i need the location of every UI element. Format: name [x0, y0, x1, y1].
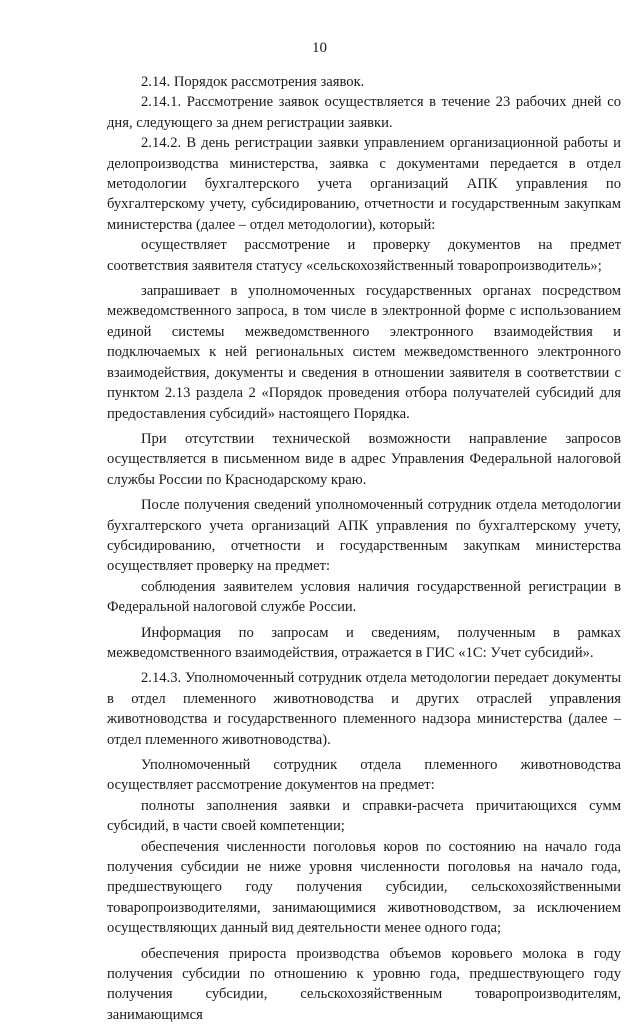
- paragraph-livestock-review: Уполномоченный сотрудник отдела племенного животноводства осуществляет рассмотрение документов на предмет:: [107, 757, 621, 794]
- paragraph-milk-growth: обеспечения прироста производства объемов коровьего молока в году получения субсидии по отношению к уровню года, предшествующего году получения субсидии, сельскохозяйственным товаропроизводителям, занимающимся: [107, 945, 621, 1023]
- paragraph-2-14-heading: 2.14. Порядок рассмотрения заявок.: [141, 74, 365, 90]
- page-number: 10: [312, 40, 327, 56]
- paragraph-status-check: осуществляет рассмотрение и проверку документов на предмет соответствия заявителя статусу «сельскохозяйственный товаропроизводитель»;: [107, 237, 621, 274]
- document-body: [107, 72, 621, 1025]
- paragraph-2-14-1: 2.14.1. Рассмотрение заявок осуществляется в течение 23 рабочих дней со дня, следующего за днем регистрации заявки.: [107, 94, 621, 131]
- paragraph-2-14-3: 2.14.3. Уполномоченный сотрудник отдела методологии передает документы в отдел племенного животноводства и других отраслей управления животноводства и государственного племенного надзора министерства (далее – отдел племенного животноводства).: [107, 670, 621, 748]
- paragraph-cow-population: обеспечения численности поголовья коров по состоянию на начало года получения субсидии не ниже уровня численности поголовья на начало года, предшествующего году получения субсидии, сельскохозяйственными товаропроизводителями, занимающимися животноводством, за исключением осуществляющих данный вид деятельности менее одного года;: [107, 838, 621, 937]
- paragraph-completeness: полноты заполнения заявки и справки-расчета причитающихся сумм субсидий, в части своей компетенции;: [107, 797, 621, 835]
- paragraph-registration-condition: соблюдения заявителем условия наличия государственной регистрации в Федеральной налоговой службе России.: [107, 578, 621, 616]
- paragraph-written-request: При отсутствии технической возможности направление запросов осуществляется в письменном виде в адрес Управления Федеральной налоговой службы России по Краснодарскому краю.: [107, 430, 621, 488]
- paragraph-verification: После получения сведений уполномоченный сотрудник отдела методологии бухгалтерского учета организаций АПК управления по бухгалтерскому учету, субсидированию, отчетности и государственным закупкам министерства осуществляет проверку на предмет:: [107, 497, 621, 575]
- paragraph-gis-info: Информация по запросам и сведениям, полученным в рамках межведомственного взаимодействия, отражается в ГИС «1С: Учет субсидий».: [107, 624, 621, 661]
- paragraph-interagency-request: запрашивает в уполномоченных государственных органах посредством межведомственного запроса, в том числе в электронной форме с использованием единой системы межведомственного электронного взаимодействия и подключаемых к ней региональных систем межведомственного электронного взаимодействия, документы и сведения в отношении заявителя в соответствии с пунктом 2.13 раздела 2 «Порядок проведения отбора получателей субсидий для предоставления субсидий» настоящего Порядка.: [107, 283, 621, 422]
- paragraph-2-14-2: 2.14.2. В день регистрации заявки управлением организационной работы и делопроизводства министерства, заявка с документами передается в отдел методологии бухгалтерского учета организаций АПК управления по бухгалтерскому учету, субсидированию, отчетности и государственным закупкам министерства (далее – отдел методологии), который:: [107, 135, 621, 233]
